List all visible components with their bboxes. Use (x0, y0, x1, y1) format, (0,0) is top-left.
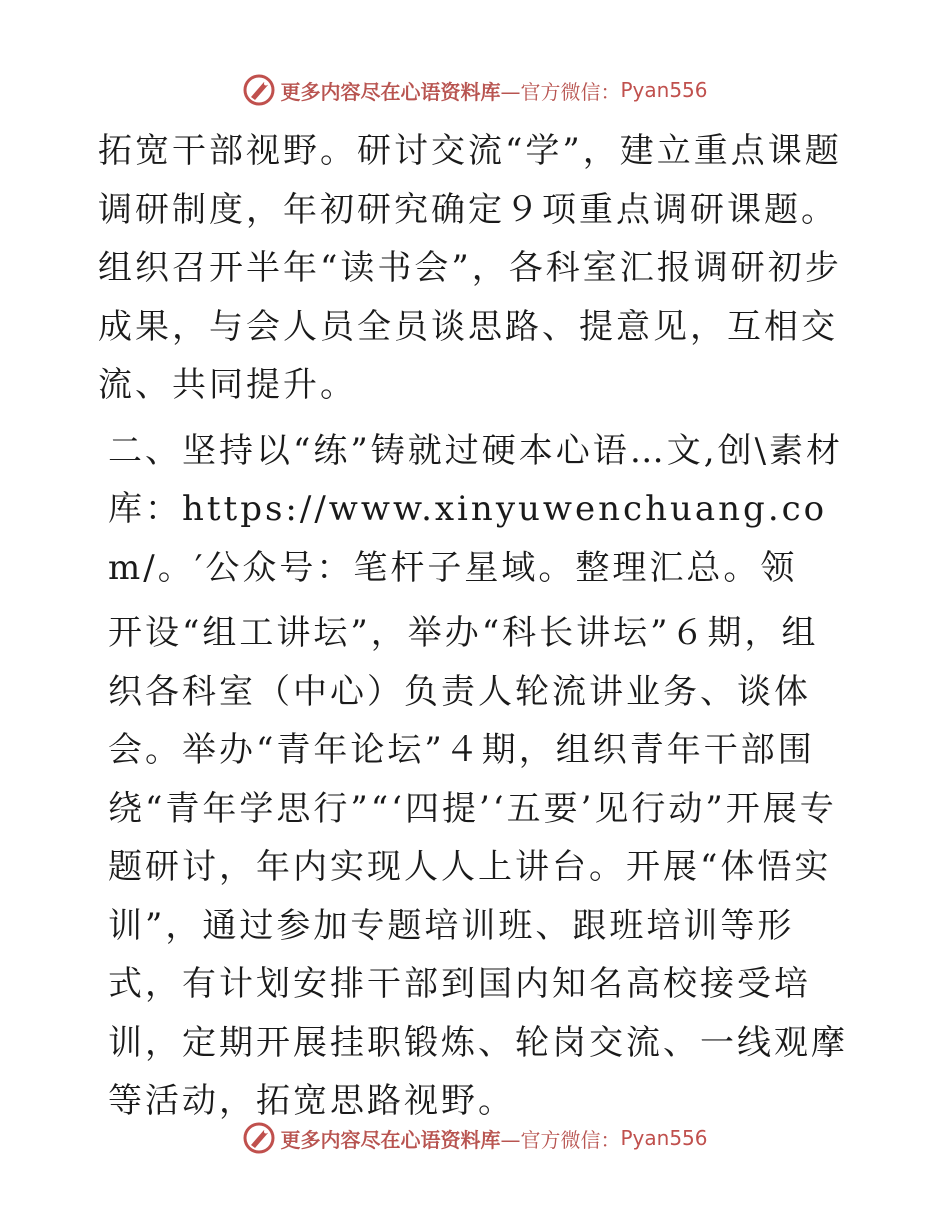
footer-banner (0, 1118, 950, 1158)
paragraph-1: 拓宽干部视野。研讨交流“学”，建立重点课题调研制度，年初研究确定９项重点调研课题。组织召开半年“读书会”，各科室汇报调研初步成果，与会人员全员谈思路、提意见，互相交流、共同提升。 (98, 131, 842, 405)
banner-wechat-id: Pyan556 (620, 78, 708, 102)
header-banner (0, 70, 950, 110)
document-body (98, 122, 850, 1131)
paragraph-2-heading: 二、坚持以“练”铸就过硬本心语…文,创\素材库：https://www.xinyuwenchuang.com/。′公众号：笔杆子星域。整理汇总。领 (108, 430, 844, 588)
footer-wechat-label: —官方微信： (500, 1127, 621, 1152)
footer-wechat-id: Pyan556 (620, 1126, 708, 1150)
banner-wechat-label: —官方微信： (500, 79, 621, 104)
footer-slogan: 更多内容尽在心语资料库 (280, 1127, 501, 1152)
pen-nib-logo-icon (242, 1121, 276, 1155)
pen-nib-logo-icon (242, 73, 276, 107)
banner-slogan: 更多内容尽在心语资料库 (280, 79, 501, 104)
paragraph-3: 开设“组工讲坛”，举办“科长讲坛”６期，组织各科室（中心）负责人轮流讲业务、谈体会。举办“青年论坛”４期，组织青年干部围绕“青年学思行”“‘四提’‘五要’见行动”开展专题研讨，年内实现人人上讲台。开展“体悟实训”，通过参加专题培训班、跟班培训等形式，有计划安排干部到国内知名高校接受培训，定期开展挂职锻炼、轮岗交流、一线观摩等活动，拓宽思路视野。 (108, 613, 848, 1121)
